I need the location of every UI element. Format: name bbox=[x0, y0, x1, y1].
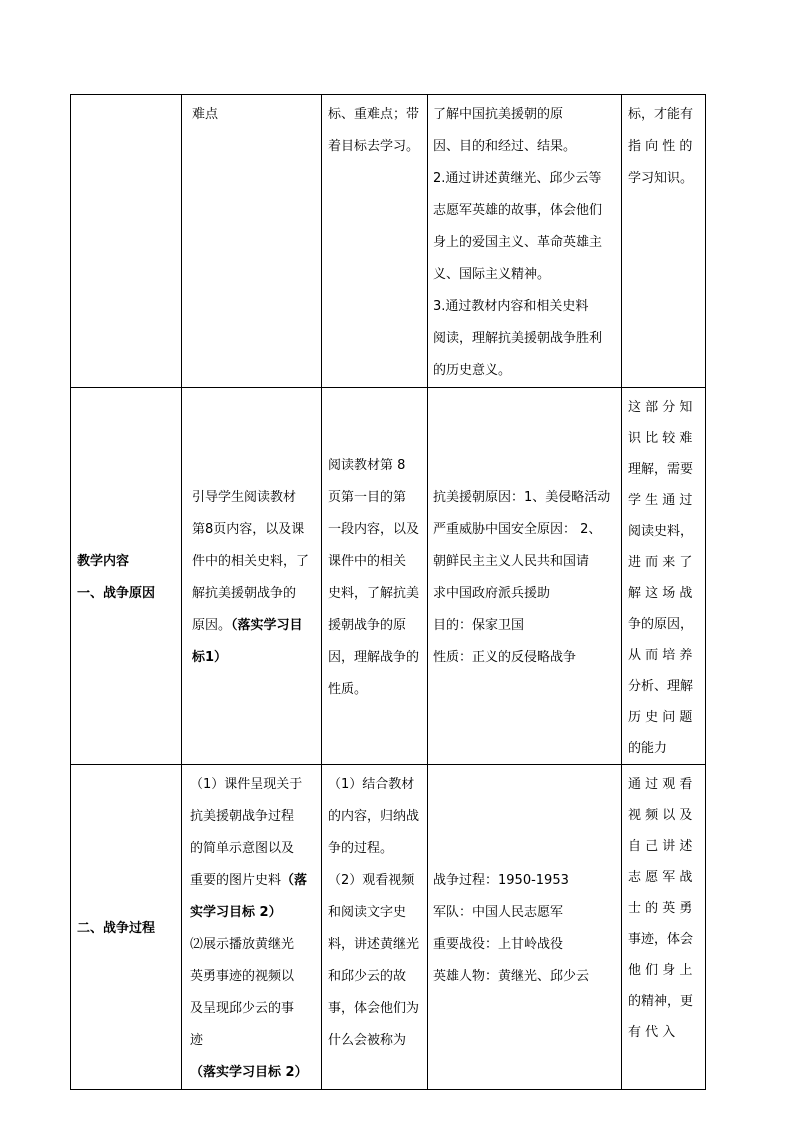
learning-goal-ref: 标1） bbox=[192, 650, 228, 665]
cell-line: 事迹，体会 bbox=[628, 932, 694, 947]
cell-line: 和阅读文字史 bbox=[328, 905, 407, 920]
cell-line: 因，理解战争的 bbox=[328, 650, 420, 665]
cell-line: 3.通过教材内容和相关史料 bbox=[433, 299, 589, 314]
cell-line: 的精神，更 bbox=[628, 994, 694, 1009]
cell-line: 这 部 分 知 bbox=[628, 400, 693, 415]
learning-goal-ref: （落 bbox=[281, 873, 308, 888]
cell-line bbox=[190, 865, 315, 897]
cell-line: 引导学生阅读教材 bbox=[192, 490, 297, 505]
cell-line: 目的：保家卫国 bbox=[433, 618, 525, 633]
cell-line: 他 们 身 上 bbox=[628, 963, 693, 978]
table-row bbox=[71, 765, 706, 1090]
section-heading: 教学内容 bbox=[77, 554, 130, 569]
cell-col2 bbox=[182, 765, 322, 1090]
cell-line: 从 而 培 养 bbox=[628, 648, 693, 663]
cell-line: 严重威胁中国安全原因： 2、 bbox=[433, 522, 602, 537]
cell-line: 士 的 英 勇 bbox=[628, 901, 693, 916]
learning-goal-ref: （落实学习目标 2） bbox=[190, 1065, 308, 1080]
cell-line: 标，才能有 bbox=[628, 107, 694, 122]
cell-line: 义、国际主义精神。 bbox=[433, 267, 551, 282]
cell-line: （1）结合教材 bbox=[328, 777, 415, 792]
cell-line: 志愿军英雄的故事，体会他们 bbox=[433, 203, 603, 218]
cell-col1 bbox=[71, 95, 182, 388]
cell-line: 英雄人物：黄继光、邱少云 bbox=[433, 969, 590, 984]
cell-col2 bbox=[182, 95, 322, 388]
cell-col3 bbox=[322, 95, 428, 388]
cell-line: 和邱少云的故 bbox=[328, 969, 407, 984]
cell-line: 性质。 bbox=[328, 682, 368, 697]
cell-col3 bbox=[322, 765, 428, 1090]
learning-goal-ref: （落实学习目 bbox=[231, 618, 303, 633]
learning-goal-ref: 实学习目标 2） bbox=[190, 905, 282, 920]
cell-line: 的历史意义。 bbox=[433, 363, 512, 378]
cell-col4 bbox=[428, 95, 622, 388]
cell-line: 性质：正义的反侵略战争 bbox=[433, 650, 577, 665]
cell-line: 了解中国抗美援朝的原 bbox=[433, 107, 564, 122]
cell-col2 bbox=[182, 388, 322, 765]
cell-line: 难点 bbox=[192, 107, 219, 122]
cell-line: 自 己 讲 述 bbox=[628, 839, 693, 854]
cell-line: 课件中的相关 bbox=[328, 554, 407, 569]
cell-line: 页第一目的第 bbox=[328, 490, 407, 505]
cell-line: ⑵展示播放黄继光 bbox=[190, 937, 295, 952]
cell-line: 重要战役：上甘岭战役 bbox=[433, 937, 564, 952]
cell-line: 的能力 bbox=[628, 741, 668, 756]
cell-line: 及呈现邱少云的事 bbox=[190, 1001, 295, 1016]
cell-line: 争的过程。 bbox=[328, 841, 394, 856]
section-title: 一、战争原因 bbox=[77, 586, 156, 601]
section-title: 二、战争过程 bbox=[77, 921, 156, 936]
cell-line: 因、目的和经过、结果。 bbox=[433, 139, 577, 154]
cell-line: 料，讲述黄继光 bbox=[328, 937, 420, 952]
cell-line: 分析、理解 bbox=[628, 679, 694, 694]
cell-line: 有 代 入 bbox=[628, 1025, 676, 1040]
cell-col4 bbox=[428, 388, 622, 765]
cell-line bbox=[190, 1025, 315, 1089]
cell-line: 抗美援朝战争过程 bbox=[190, 809, 295, 824]
cell-line: 的简单示意图以及 bbox=[190, 841, 295, 856]
cell-line: 阅读，理解抗美援朝战争胜利 bbox=[433, 331, 603, 346]
cell-line: 的内容，归纳战 bbox=[328, 809, 420, 824]
cell-text: 重要的图片史料 bbox=[190, 873, 282, 888]
cell-col1 bbox=[71, 388, 182, 765]
cell-col4 bbox=[428, 765, 622, 1090]
cell-line: 什么会被称为 bbox=[328, 1033, 407, 1048]
cell-line: 抗美援朝原因：1、美侵略活动 bbox=[433, 490, 611, 505]
cell-line: 视 频 以 及 bbox=[628, 808, 693, 823]
cell-line: 解 这 场 战 bbox=[628, 586, 693, 601]
cell-line: 识 比 较 难 bbox=[628, 431, 693, 446]
cell-line: 历 史 问 题 bbox=[628, 710, 693, 725]
cell-line: 援朝战争的原 bbox=[328, 618, 407, 633]
cell-text: 原因。 bbox=[192, 618, 232, 633]
cell-text: 迹 bbox=[190, 1033, 204, 1048]
lesson-plan-table bbox=[70, 94, 706, 1090]
cell-col5 bbox=[622, 95, 706, 388]
cell-line: 标、重难点；带 bbox=[328, 107, 420, 122]
cell-line: 事，体会他们为 bbox=[328, 1001, 420, 1016]
table-row bbox=[71, 95, 706, 388]
cell-line: 军队：中国人民志愿军 bbox=[433, 905, 564, 920]
table-row bbox=[71, 388, 706, 765]
cell-line: （2）观看视频 bbox=[328, 873, 415, 888]
cell-col5 bbox=[622, 388, 706, 765]
cell-line: 英勇事迹的视频以 bbox=[190, 969, 295, 984]
cell-line: 学 生 通 过 bbox=[628, 493, 693, 508]
cell-line: （1）课件呈现关于 bbox=[190, 777, 303, 792]
cell-line: 阅读史料， bbox=[628, 524, 694, 539]
cell-line: 通 过 观 看 bbox=[628, 777, 693, 792]
cell-line: 身上的爱国主义、革命英雄主 bbox=[433, 235, 603, 250]
cell-line: 阅读教材第 8 bbox=[328, 458, 406, 473]
cell-line: 2.通过讲述黄继光、邱少云等 bbox=[433, 171, 602, 186]
cell-line: 战争过程：1950-1953 bbox=[433, 873, 569, 888]
cell-line: 一段内容，以及 bbox=[328, 522, 420, 537]
cell-col5 bbox=[622, 765, 706, 1090]
cell-line: 件中的相关史料，了 bbox=[192, 554, 310, 569]
cell-line: 理解，需要 bbox=[628, 462, 694, 477]
cell-line: 史料，了解抗美 bbox=[328, 586, 420, 601]
cell-line: 着目标去学习。 bbox=[328, 139, 420, 154]
cell-line bbox=[192, 610, 315, 642]
cell-col3 bbox=[322, 388, 428, 765]
cell-line: 解抗美援朝战争的 bbox=[192, 586, 297, 601]
cell-line: 志 愿 军 战 bbox=[628, 870, 693, 885]
cell-line: 进 而 来 了 bbox=[628, 555, 693, 570]
cell-line: 朝鲜民主主义人民共和国请 bbox=[433, 554, 590, 569]
cell-line: 求中国政府派兵援助 bbox=[433, 586, 551, 601]
cell-line: 第8页内容，以及课 bbox=[192, 522, 305, 537]
cell-line: 争的原因， bbox=[628, 617, 694, 632]
cell-col1 bbox=[71, 765, 182, 1090]
cell-line: 学习知识。 bbox=[628, 171, 694, 186]
cell-line: 指 向 性 的 bbox=[628, 139, 693, 154]
